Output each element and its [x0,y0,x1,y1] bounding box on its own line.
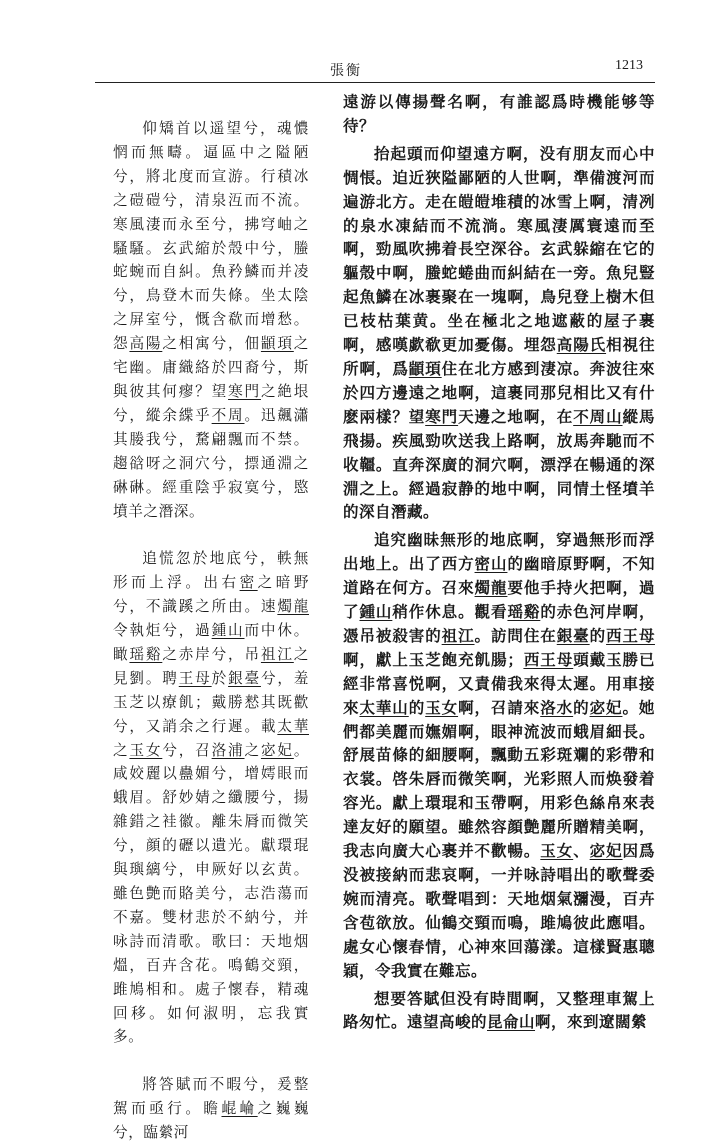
text-span: 而中休。瞰 [113,622,309,663]
proper-noun: 西王母 [523,649,574,669]
text-span: 之赤岸兮，吊 [162,645,261,663]
text-span: 啊，來到遼闊縈 [535,1012,648,1032]
proper-noun: 燭龍 [277,598,309,616]
proper-noun: 不周 [211,406,245,424]
proper-noun: 祖江 [441,625,475,645]
text-span: 之 [244,741,261,759]
translation-paragraph-3 [343,987,655,1035]
text-span: 的赤色河岸啊，憑吊被殺害的 [343,602,655,645]
original-paragraph-1 [113,117,309,523]
proper-noun: 顓頊 [260,335,294,353]
text-span: 的幽暗原野啊，不知道路在何方。召來 [343,554,655,598]
translation-column [343,90,655,1034]
text-span: 之相寓兮，佃 [162,335,261,353]
text-span: 天邊之地啊，在 [458,406,574,426]
running-header-author: 張衡 [330,63,362,79]
text-span: 。她們都美麗而嫵媚啊，眼神流波而蛾眉細長。舒展苗條的細腰啊，飄動五彩斑斕的彩帶和衣裳。啓朱唇而微笑啊，光彩照人而焕發着容光。獻上環琨和玉帶啊，用彩色絲帛來表達友好的願望。雖然容顔艶麗所贈精美啊，我志向廣大心裹并不歡暢。 [343,697,655,861]
text-span: 。訪問住在 [474,625,557,645]
proper-noun: 銀臺 [556,625,590,645]
text-span: 的 [589,625,607,645]
text-span: 之 [113,741,130,759]
proper-noun: 密山 [474,554,508,574]
proper-noun: 玉女 [129,741,163,759]
proper-noun: 太華山 [359,697,409,717]
text-span: 頭戴玉勝已經非常喜悦啊，又責備我來得太遲。用車接來 [343,649,655,717]
proper-noun: 寒門 [228,382,261,400]
proper-noun: 洛水 [540,697,574,717]
text-span: 令執炬兮，過 [113,622,212,640]
text-span: 的 [408,697,426,717]
text-span: 抬起頭而仰望遠方啊，没有朋友而心中惆悵。迫近狹隘鄙陋的人世啊，準備渡河而遍游北方。走在皚皚堆積的冰雪上啊，清冽的泉水凍結而不流淌。寒風淒厲寰遠而至啊，勁風吹拂着長空深谷。玄武躲縮在它的軀殼中啊，螣蛇蜷曲而糾結在一旁。魚兒豎起魚鱗在冰裹聚在一塊啊，鳥兒登上樹木但已枝枯葉黄。坐在極北之地遮蔽的屋子裹啊，感嘆歔欷更加憂傷。埋怨 [343,143,655,355]
text-span: 兮，召 [162,741,212,759]
text-span: 之巍巍兮，臨縈河 [113,1100,310,1142]
text-span: 縱馬飛揚。疾風勁吹送我上路啊，放馬奔馳而不收韁。直奔深廣的洞穴啊，漂浮在暢通的深淵之上。經過寂静的地中啊，同情土怪墳羊的深自潛藏。 [343,406,655,522]
text-span: 之暗野兮，不識蹊之所由。速 [113,574,310,616]
proper-noun: 玉女 [540,841,574,861]
text-span: 因爲没被接納而悲哀啊，一并咏詩唱出的歌聲委婉而清亮。歌聲唱到：天地烟氣瀰漫，百卉含苞欲放。仙鶴交頸而鳴，雎鳩彼此應唱。處女心懷春情，心神來回蕩漾。這樣賢惠聰穎，令我實在難忘。 [343,841,655,980]
text-span: 想要答賦但没有時間啊，又整理車駕上路匆忙。遠望高峻的 [343,988,655,1032]
proper-noun: 宓妃 [260,741,294,759]
text-span: 將答賦而不暇兮，爰整駕而亟行。瞻 [113,1076,309,1118]
proper-noun: 瑶谿 [507,602,541,622]
proper-noun: 密 [239,574,258,592]
header-rule [95,82,655,83]
paragraph-gap [113,523,309,547]
text-span: 啊，獻上玉芝飽充飢腸； [343,649,524,669]
proper-noun: 太華 [277,717,309,735]
translation-paragraph-2 [343,528,655,982]
proper-noun: 瑶谿 [129,645,163,663]
text-span: 要他手持火把啊，過了 [343,578,655,622]
paragraph-gap [113,1049,309,1073]
proper-noun: 玉女 [425,697,459,717]
text-span: 相視往所啊，爲 [343,335,655,378]
proper-noun: 祖江 [260,645,294,663]
text-span: 遠游以傳揚聲名啊，有誰認爲時機能够等待？ [343,92,655,135]
text-span: 於 [211,669,229,687]
translation-paragraph-1 [343,142,655,525]
original-paragraph-2 [113,547,309,1049]
proper-noun: 寒門 [425,406,459,426]
text-span: 。咸姣麗以蠱媚兮，增嫮眼而蛾眉。舒妙婧之纖腰兮，揚雜錯之袿徽。離朱脣而微笑兮，顔的礰以遺光。獻環琨與璵縭兮，申厥好以玄黄。雖色艶而賂美兮，志浩蕩而不嘉。雙材悲於不納兮，并咏詩而清歌。歌曰：天地烟熅，百卉含花。鳴鶴交頸，雎鳩相和。處子懷春，精魂回移。如何淑明，忘我實多。 [113,741,310,1046]
text-span: 追究幽昧無形的地底啊，穿過無形而浮出地上。出了西方 [343,530,655,574]
proper-noun: 高陽 [129,335,163,353]
proper-noun: 顓頊 [408,358,442,378]
original-paragraph-3 [113,1073,309,1145]
proper-noun: 洛浦 [211,741,245,759]
text-span: 追慌忽於地底兮，軼無形而上浮。出右 [113,550,309,592]
translation-continuation [343,90,655,138]
text-span: 兮，羞玉芝以療飢；戴勝慭其既歡兮，又誚余之行遲。載 [113,669,309,735]
proper-noun: 宓妃 [589,841,623,861]
proper-noun: 王母 [178,669,212,687]
proper-noun: 崐崘 [221,1100,258,1118]
proper-noun: 鍾山 [359,602,393,622]
text-span: 的 [573,697,590,717]
text-span: 之絶垠兮，縱余緤乎 [113,382,310,424]
text-span: 、 [573,841,590,861]
proper-noun: 高陽氏 [556,335,607,355]
text-span: 啊，召請來 [458,697,541,717]
proper-noun: 昆侖山 [487,1012,536,1032]
text-span: 之見劉。聘 [113,645,309,687]
proper-noun: 西王母 [606,625,655,645]
proper-noun: 不周山 [573,406,623,426]
proper-noun: 銀臺 [228,669,261,687]
text-span: 。迅飆瀟其媵我兮，騖翩飄而不禁。趨谽呀之洞穴兮，摽通淵之碄碄。經重陰乎寂寞兮，愍墳羊之潛深。 [113,406,309,520]
proper-noun: 宓妃 [589,697,623,717]
original-text-column [113,117,309,1145]
text-span: 之宅幽。庸織絡於四裔兮，斯與彼其何瘳？望 [113,335,309,400]
page-number: 1213 [615,58,643,73]
proper-noun: 鍾山 [211,622,245,640]
text-span: 稍作休息。觀看 [392,602,508,622]
text-span: 住在北方感到淒凉。奔波往來於四方邊遠之地啊，這裹同那兒相比又有什麽兩樣？望 [343,358,655,426]
proper-noun: 燭龍 [474,578,508,598]
text-span: 仰矯首以遥望兮，魂憹惘而無疇。逼區中之隘陋兮，將北度而宣游。行積冰之磑磑兮，清泉沍而不流。寒風淒而永至兮，拂穹岫之騷騷。玄武縮於殼中兮，螣蛇蜿而自糾。魚矜鱗而并凌兮，鳥登木而失條。坐太陰之屏室兮，慨含欷而增愁。怨 [113,120,309,353]
